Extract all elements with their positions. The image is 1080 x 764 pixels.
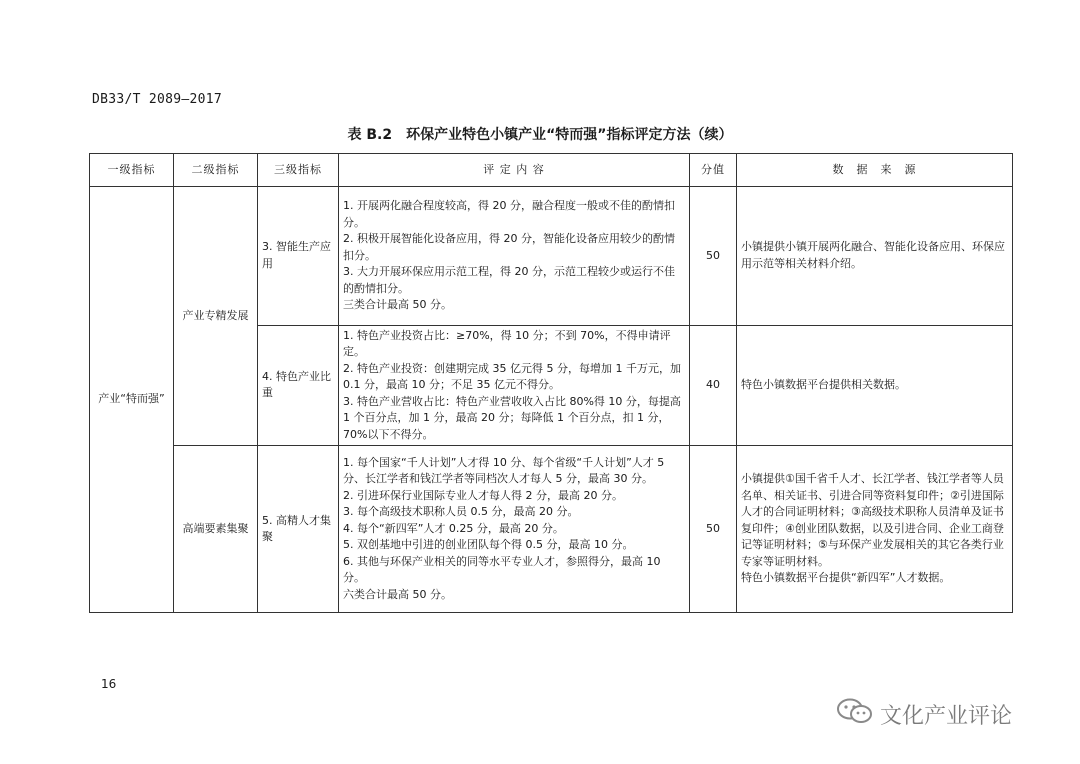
score-cell: 50 [690,187,737,326]
content-line: 3. 每个高级技术职称人员 0.5 分，最高 20 分。 [343,505,579,519]
content-line: 3. 大力开展环保应用示范工程，得 20 分，示范工程较少或运行不佳的酌情扣分。 [343,265,675,295]
level3-cell: 3. 智能生产应用 [258,187,339,326]
level3-cell: 5. 高精人才集聚 [258,446,339,613]
content-line: 2. 引进环保行业国际专业人才每人得 2 分，最高 20 分。 [343,488,623,502]
source-line: 小镇提供小镇开展两化融合、智能化设备应用、环保应用示范等相关材料介绍。 [741,240,1005,270]
content-line: 2. 积极开展智能化设备应用，得 20 分，智能化设备应用较少的酌情扣分。 [343,232,675,262]
source-cell [737,325,1013,446]
document-code: DB33/T 2089—2017 [92,92,223,107]
level2-cell: 高端要素集聚 [174,446,258,613]
content-cell [339,187,690,326]
score-cell: 40 [690,325,737,446]
content-line: 三类合计最高 50 分。 [343,298,452,312]
content-line: 2. 特色产业投资：创建期完成 35 亿元得 5 分，每增加 1 千万元，加 0.1 分，最高 10 分；不足 35 亿元不得分。 [343,361,681,392]
content-cell [339,446,690,613]
content-line: 1. 开展两化融合程度较高，得 20 分，融合程度一般或不佳的酌情扣分。 [343,199,675,229]
table-row [90,446,1013,613]
level1-cell: 产业“特而强” [90,187,174,613]
header-content: 评 定 内 容 [339,154,690,187]
watermark [836,697,1012,731]
source-line: 特色小镇数据平台提供相关数据。 [741,378,906,392]
content-line: 六类合计最高 50 分。 [343,587,452,601]
content-line: 4. 每个“新四军”人才 0.25 分，最高 20 分。 [343,521,564,535]
watermark-text: 文化产业评论 [880,703,1013,729]
header-source: 数 据 来 源 [737,154,1013,187]
content-line: 5. 双创基地中引进的创业团队每个得 0.5 分，最高 10 分。 [343,538,634,552]
content-line: 1. 每个国家“千人计划”人才得 10 分、每个省级“千人计划”人才 5 分、长江学者和钱江学者等同档次人才每人 5 分，最高 30 分。 [343,455,665,486]
header-level3: 三级指标 [258,154,339,187]
header-level2: 二级指标 [174,154,258,187]
page-number: 16 [101,677,117,691]
header-level1: 一级指标 [90,154,174,187]
table-title: 表 B.2 环保产业特色小镇产业“特而强”指标评定方法（续） [347,127,733,143]
content-line: 6. 其他与环保产业相关的同等水平专业人才，参照得分，最高 10 分。 [343,554,661,585]
level2-cell: 产业专精发展 [174,187,258,446]
evaluation-table [89,153,1013,613]
source-cell [737,187,1013,326]
source-line: 小镇提供①国千省千人才、长江学者、钱江学者等人员名单、相关证书、引进合同等资料复印件；②引进国际人才的合同证明材料；③高级技术职称人员清单及证书复印件；④创业团队数据，以及引进合同、企业工商登记等证明材料；⑤与环保产业发展相关的其它各类行业专家等证明材料。 [741,472,1004,568]
content-line: 3. 特色产业营收占比：特色产业营收收入占比 80%得 10 分，每提高 1 个百分点，加 1 分，最高 20 分；每降低 1 个百分点，扣 1 分，70%以下不得分。 [343,394,681,441]
score-cell: 50 [690,446,737,613]
table-header-row [90,154,1013,187]
header-score: 分值 [690,154,737,187]
content-cell [339,325,690,446]
content-line: 1. 特色产业投资占比：≥70%，得 10 分；不到 70%，不得申请评定。 [343,328,671,359]
source-line: 特色小镇数据平台提供“新四军”人才数据。 [741,571,951,585]
level3-cell: 4. 特色产业比重 [258,325,339,446]
source-cell [737,446,1013,613]
wechat-icon [836,697,880,731]
table-row [90,187,1013,326]
